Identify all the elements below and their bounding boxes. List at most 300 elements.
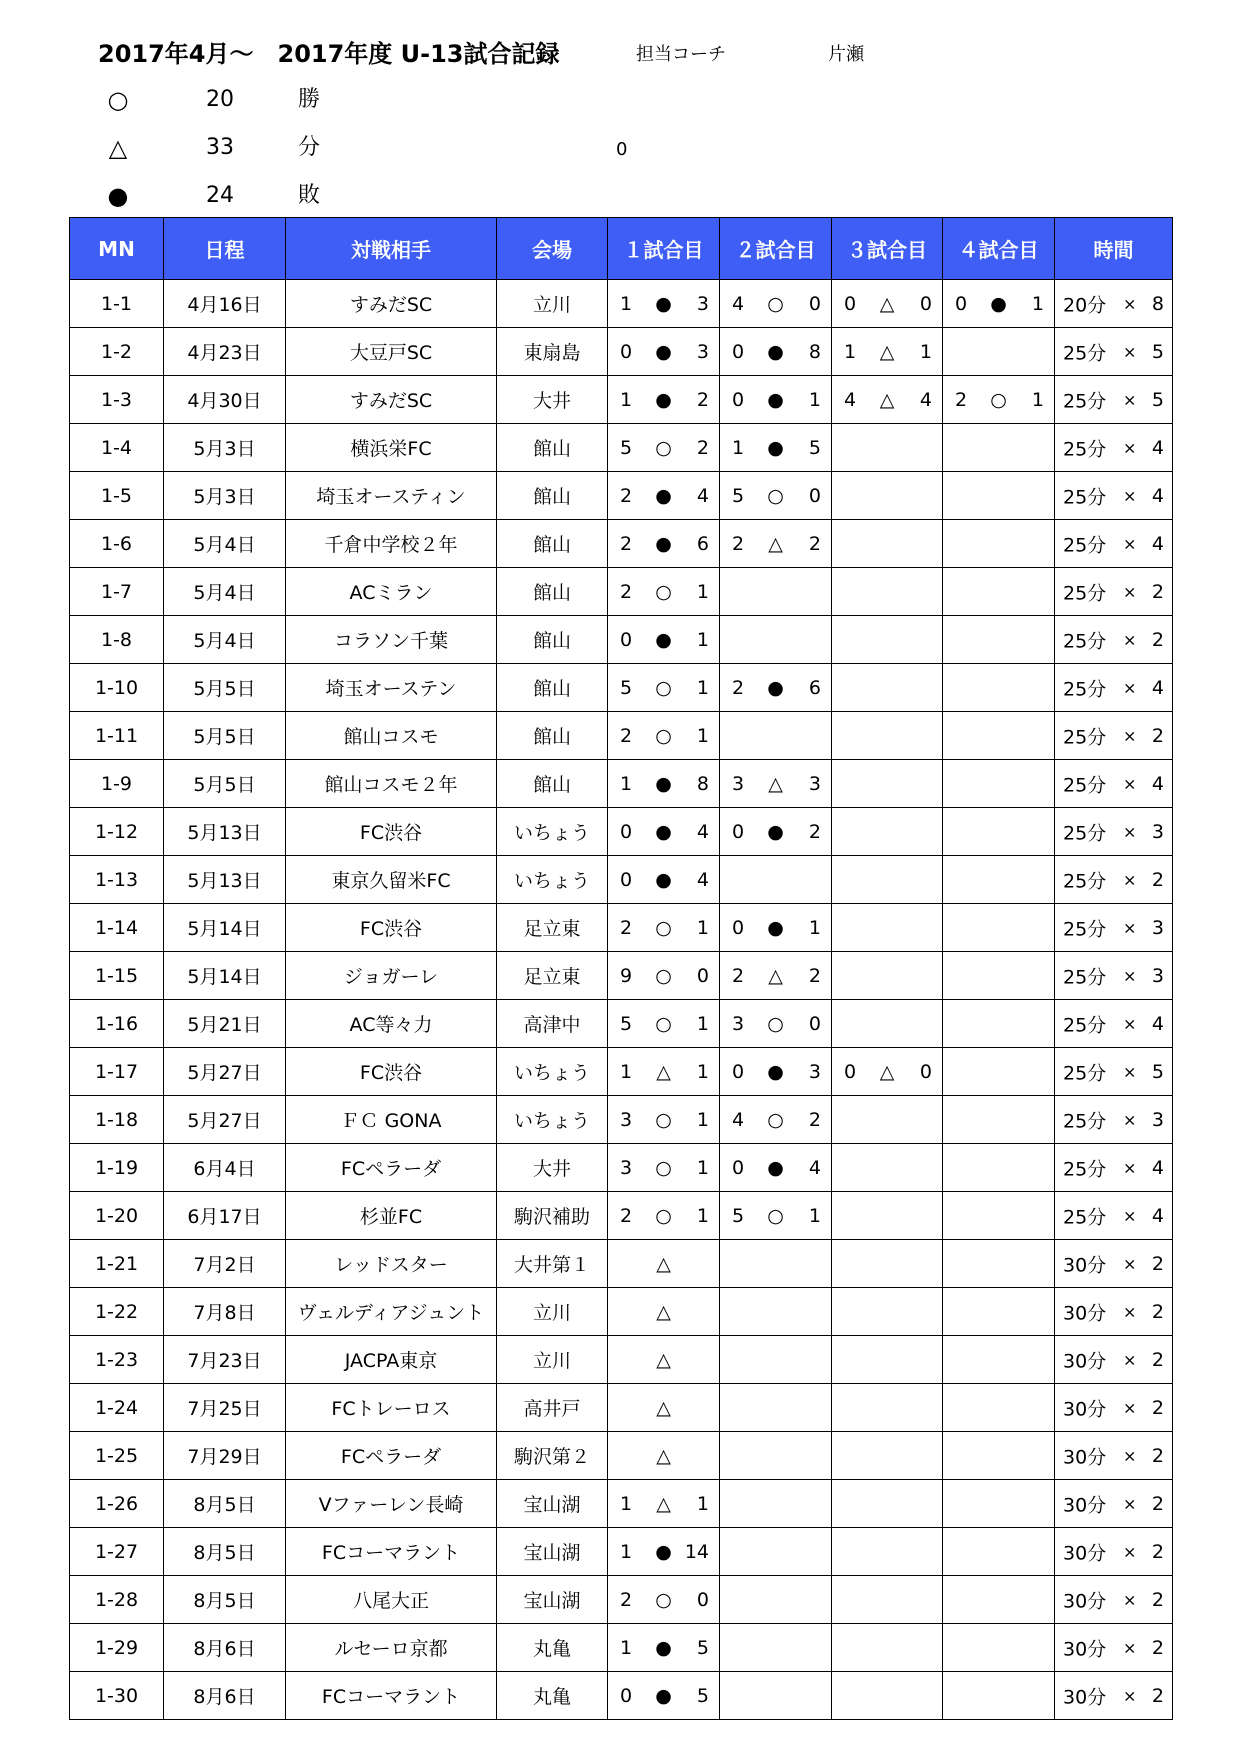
score-opponent: 0	[808, 484, 821, 507]
score-own: 0	[620, 868, 633, 891]
time-periods: 3	[1151, 820, 1164, 843]
score-opponent: 8	[808, 340, 821, 363]
cell-game-3	[832, 1240, 943, 1288]
cell-game-1	[608, 1576, 720, 1624]
draw-mark-icon: △	[108, 134, 128, 162]
cell-mn: 1-22	[70, 1288, 164, 1336]
cell-mn: 1-14	[70, 904, 164, 952]
document-header	[98, 32, 1098, 68]
score-own: 0	[732, 388, 745, 411]
cell-opponent: FCペラーダ	[286, 1432, 497, 1480]
score-opponent: 3	[696, 292, 709, 315]
score-own: 2	[620, 916, 633, 939]
time-periods: 4	[1151, 1156, 1164, 1179]
cell-game-4	[943, 1048, 1055, 1096]
cell-game-3	[832, 856, 943, 904]
time-minutes: 25分	[1063, 1206, 1107, 1228]
cell-game-2	[720, 712, 832, 760]
cell-date: 5月5日	[164, 760, 286, 808]
cell-game-1	[608, 760, 720, 808]
result-mark-icon: ●	[655, 532, 672, 555]
time-periods: 2	[1151, 1636, 1164, 1659]
cell-game-1	[608, 1384, 720, 1432]
cell-time	[1055, 1480, 1173, 1528]
score-opponent: 3	[696, 340, 709, 363]
score-own: 1	[620, 388, 633, 411]
cell-game-4	[943, 328, 1055, 376]
summary-draws	[98, 128, 698, 168]
cell-game-4	[943, 472, 1055, 520]
table-row	[70, 856, 1173, 904]
cell-game-1	[608, 808, 720, 856]
cell-mn: 1-24	[70, 1384, 164, 1432]
result-mark-icon: △	[879, 340, 895, 363]
cell-game-3	[832, 712, 943, 760]
times-sign: ×	[1123, 1350, 1137, 1369]
time-periods: 5	[1151, 388, 1164, 411]
score-own: 0	[732, 916, 745, 939]
cell-game-3	[832, 376, 943, 424]
times-sign: ×	[1123, 438, 1137, 457]
cell-opponent: AC等々力	[286, 1000, 497, 1048]
score-opponent: 2	[696, 436, 709, 459]
cell-game-1	[608, 280, 720, 328]
score-opponent: 8	[696, 772, 709, 795]
score-own: 0	[620, 1684, 633, 1707]
cell-date: 5月13日	[164, 856, 286, 904]
cell-venue: 館山	[497, 568, 608, 616]
table-row	[70, 472, 1173, 520]
cell-game-3	[832, 520, 943, 568]
table-row	[70, 1336, 1173, 1384]
result-mark-icon: ●	[655, 820, 672, 843]
score-opponent: 1	[808, 1204, 821, 1227]
cell-venue: 立川	[497, 1288, 608, 1336]
cell-opponent: コラソン千葉	[286, 616, 497, 664]
cell-date: 6月17日	[164, 1192, 286, 1240]
score-opponent: 1	[696, 628, 709, 651]
result-mark-icon: ○	[655, 916, 672, 939]
score-opponent: 1	[808, 916, 821, 939]
table-row	[70, 1528, 1173, 1576]
cell-mn: 1-20	[70, 1192, 164, 1240]
cell-time	[1055, 1192, 1173, 1240]
cell-date: 5月14日	[164, 904, 286, 952]
times-sign: ×	[1123, 1638, 1137, 1657]
cell-time	[1055, 1288, 1173, 1336]
time-periods: 4	[1151, 436, 1164, 459]
cell-time	[1055, 904, 1173, 952]
cell-game-2	[720, 1096, 832, 1144]
cell-time	[1055, 1048, 1173, 1096]
page-title: 2017年4月～ 2017年度 U-13試合記録	[98, 40, 560, 68]
score-opponent: 1	[696, 916, 709, 939]
cell-date: 7月29日	[164, 1432, 286, 1480]
cell-time	[1055, 712, 1173, 760]
cell-opponent: ジョガーレ	[286, 952, 497, 1000]
cell-game-3	[832, 1576, 943, 1624]
score-opponent: 0	[696, 1588, 709, 1611]
cell-game-4	[943, 424, 1055, 472]
match-records-table	[69, 217, 1173, 1720]
score-own: 2	[732, 964, 745, 987]
cell-mn: 1-11	[70, 712, 164, 760]
cell-game-2	[720, 856, 832, 904]
cell-mn: 1-13	[70, 856, 164, 904]
cell-opponent: FCコーマラント	[286, 1528, 497, 1576]
summary-wins	[98, 80, 698, 120]
cell-opponent: レッドスター	[286, 1240, 497, 1288]
cell-game-4	[943, 1192, 1055, 1240]
result-mark-icon: ●	[767, 676, 784, 699]
cell-venue: 館山	[497, 664, 608, 712]
cell-date: 5月5日	[164, 712, 286, 760]
time-minutes: 25分	[1063, 390, 1107, 412]
score-opponent: 5	[696, 1684, 709, 1707]
cell-venue: 足立東	[497, 904, 608, 952]
result-mark-icon: ○	[767, 292, 784, 315]
times-sign: ×	[1123, 822, 1137, 841]
cell-time	[1055, 616, 1173, 664]
cell-game-4	[943, 1336, 1055, 1384]
time-periods: 4	[1151, 772, 1164, 795]
score-opponent: 1	[696, 1012, 709, 1035]
coach-label: 担当コーチ	[636, 44, 726, 65]
table-row	[70, 808, 1173, 856]
cell-game-2	[720, 1000, 832, 1048]
result-mark-icon: ●	[767, 916, 784, 939]
cell-mn: 1-28	[70, 1576, 164, 1624]
cell-opponent: 大豆戸SC	[286, 328, 497, 376]
time-minutes: 25分	[1063, 1014, 1107, 1036]
cell-date: 6月4日	[164, 1144, 286, 1192]
table-row	[70, 568, 1173, 616]
cell-date: 5月27日	[164, 1096, 286, 1144]
cell-opponent: FCコーマラント	[286, 1672, 497, 1720]
cell-mn: 1-16	[70, 1000, 164, 1048]
table-row	[70, 616, 1173, 664]
cell-venue: いちょう	[497, 808, 608, 856]
time-periods: 2	[1151, 1588, 1164, 1611]
result-mark-icon: ○	[655, 1588, 672, 1611]
score-own: 0	[732, 820, 745, 843]
cell-time	[1055, 1144, 1173, 1192]
cell-venue: 高井戸	[497, 1384, 608, 1432]
cell-date: 5月27日	[164, 1048, 286, 1096]
score-own: 4	[732, 292, 745, 315]
cell-game-4	[943, 952, 1055, 1000]
result-mark-icon: △	[656, 1444, 671, 1467]
result-mark-icon: ○	[655, 676, 672, 699]
time-minutes: 30分	[1063, 1350, 1107, 1372]
cell-game-1	[608, 1000, 720, 1048]
cell-game-3	[832, 1048, 943, 1096]
result-mark-icon: ●	[767, 1060, 784, 1083]
cell-game-4	[943, 1480, 1055, 1528]
result-mark-icon: ○	[767, 1108, 784, 1131]
time-periods: 4	[1151, 484, 1164, 507]
cell-venue: 宝山湖	[497, 1528, 608, 1576]
time-minutes: 25分	[1063, 534, 1107, 556]
cell-game-3	[832, 424, 943, 472]
time-minutes: 25分	[1063, 822, 1107, 844]
cell-date: 8月5日	[164, 1576, 286, 1624]
cell-venue: 東扇島	[497, 328, 608, 376]
cell-venue: 館山	[497, 616, 608, 664]
time-periods: 3	[1151, 916, 1164, 939]
time-minutes: 25分	[1063, 582, 1107, 604]
score-own: 0	[620, 628, 633, 651]
time-periods: 2	[1151, 1252, 1164, 1275]
cell-venue: 館山	[497, 424, 608, 472]
result-mark-icon: ○	[767, 1012, 784, 1035]
cell-venue: 大井	[497, 1144, 608, 1192]
score-opponent: 4	[696, 868, 709, 891]
times-sign: ×	[1123, 390, 1137, 409]
cell-game-1	[608, 664, 720, 712]
score-own: 2	[620, 484, 633, 507]
cell-mn: 1-9	[70, 760, 164, 808]
cell-game-4	[943, 1240, 1055, 1288]
cell-game-1	[608, 1624, 720, 1672]
score-opponent: 2	[808, 1108, 821, 1131]
cell-mn: 1-4	[70, 424, 164, 472]
time-periods: 2	[1151, 1540, 1164, 1563]
score-opponent: 2	[696, 388, 709, 411]
table-header-row	[70, 218, 1173, 280]
cell-mn: 1-27	[70, 1528, 164, 1576]
times-sign: ×	[1123, 870, 1137, 889]
cell-time	[1055, 1384, 1173, 1432]
cell-game-4	[943, 568, 1055, 616]
score-own: 0	[732, 1156, 745, 1179]
cell-game-4	[943, 616, 1055, 664]
result-mark-icon: ●	[655, 628, 672, 651]
cell-game-3	[832, 808, 943, 856]
cell-game-3	[832, 1288, 943, 1336]
cell-game-3	[832, 1336, 943, 1384]
score-opponent: 14	[684, 1540, 709, 1563]
result-mark-icon: ●	[655, 484, 672, 507]
cell-venue: 立川	[497, 1336, 608, 1384]
cell-time	[1055, 760, 1173, 808]
cell-game-3	[832, 1192, 943, 1240]
cell-game-2	[720, 952, 832, 1000]
cell-opponent: FC渋谷	[286, 808, 497, 856]
cell-opponent: JACPA東京	[286, 1336, 497, 1384]
cell-game-3	[832, 1384, 943, 1432]
time-minutes: 30分	[1063, 1686, 1107, 1708]
cell-game-3	[832, 1528, 943, 1576]
cell-time	[1055, 328, 1173, 376]
cell-time	[1055, 376, 1173, 424]
table-row	[70, 664, 1173, 712]
time-periods: 2	[1151, 1684, 1164, 1707]
score-opponent: 0	[808, 1012, 821, 1035]
time-minutes: 30分	[1063, 1494, 1107, 1516]
time-minutes: 30分	[1063, 1542, 1107, 1564]
time-minutes: 25分	[1063, 1062, 1107, 1084]
cell-time	[1055, 1240, 1173, 1288]
score-opponent: 4	[696, 484, 709, 507]
cell-game-2	[720, 568, 832, 616]
cell-game-1	[608, 376, 720, 424]
cell-game-4	[943, 664, 1055, 712]
cell-game-4	[943, 904, 1055, 952]
table-row	[70, 1384, 1173, 1432]
result-mark-icon: ●	[655, 868, 672, 891]
cell-opponent: FCペラーダ	[286, 1144, 497, 1192]
cell-mn: 1-25	[70, 1432, 164, 1480]
cell-venue: 駒沢第２	[497, 1432, 608, 1480]
time-minutes: 25分	[1063, 678, 1107, 700]
cell-game-2	[720, 808, 832, 856]
cell-game-2	[720, 1576, 832, 1624]
time-periods: 4	[1151, 676, 1164, 699]
table-row	[70, 1672, 1173, 1720]
time-minutes: 25分	[1063, 342, 1107, 364]
score-own: 0	[732, 1060, 745, 1083]
score-own: 2	[955, 388, 968, 411]
time-minutes: 20分	[1063, 294, 1107, 316]
times-sign: ×	[1123, 1686, 1137, 1705]
cell-venue: 丸亀	[497, 1624, 608, 1672]
cell-time	[1055, 952, 1173, 1000]
cell-game-4	[943, 376, 1055, 424]
table-body	[70, 280, 1173, 1720]
score-own: 1	[620, 1060, 633, 1083]
time-periods: 2	[1151, 628, 1164, 651]
cell-game-2	[720, 904, 832, 952]
score-opponent: 1	[1031, 292, 1044, 315]
time-periods: 2	[1151, 1300, 1164, 1323]
time-minutes: 25分	[1063, 726, 1107, 748]
score-opponent: 5	[696, 1636, 709, 1659]
cell-opponent: ルセーロ京都	[286, 1624, 497, 1672]
result-mark-icon: △	[768, 772, 783, 795]
table-row	[70, 280, 1173, 328]
score-opponent: 4	[808, 1156, 821, 1179]
score-opponent: 2	[808, 532, 821, 555]
score-opponent: 0	[919, 292, 932, 315]
cell-date: 5月4日	[164, 568, 286, 616]
times-sign: ×	[1123, 1542, 1137, 1561]
score-own: 2	[620, 532, 633, 555]
cell-time	[1055, 520, 1173, 568]
cell-time	[1055, 280, 1173, 328]
cell-time	[1055, 664, 1173, 712]
cell-date: 5月21日	[164, 1000, 286, 1048]
summary-losses	[98, 176, 698, 216]
cell-game-1	[608, 1096, 720, 1144]
result-mark-icon: ●	[655, 388, 672, 411]
score-own: 1	[732, 436, 745, 459]
times-sign: ×	[1123, 486, 1137, 505]
cell-time	[1055, 1096, 1173, 1144]
cell-opponent: ヴェルディアジュント	[286, 1288, 497, 1336]
result-mark-icon: ○	[655, 580, 672, 603]
draw-count: 33	[206, 135, 234, 160]
times-sign: ×	[1123, 918, 1137, 937]
times-sign: ×	[1123, 534, 1137, 553]
score-opponent: 1	[808, 388, 821, 411]
cell-game-1	[608, 1240, 720, 1288]
header-game-1: １試合目	[608, 218, 720, 280]
table-row	[70, 1432, 1173, 1480]
score-own: 0	[844, 1060, 857, 1083]
cell-game-2	[720, 1432, 832, 1480]
time-periods: 2	[1151, 1396, 1164, 1419]
cell-game-4	[943, 1624, 1055, 1672]
cell-opponent: すみだSC	[286, 376, 497, 424]
score-opponent: 0	[696, 964, 709, 987]
cell-game-4	[943, 1096, 1055, 1144]
cell-opponent: ACミラン	[286, 568, 497, 616]
score-own: 2	[620, 1204, 633, 1227]
score-opponent: 4	[919, 388, 932, 411]
cell-game-3	[832, 952, 943, 1000]
header-time: 時間	[1055, 218, 1173, 280]
score-own: 4	[844, 388, 857, 411]
cell-time	[1055, 1672, 1173, 1720]
cell-game-1	[608, 712, 720, 760]
cell-game-2	[720, 760, 832, 808]
time-periods: 2	[1151, 580, 1164, 603]
cell-mn: 1-5	[70, 472, 164, 520]
cell-game-2	[720, 376, 832, 424]
result-mark-icon: △	[656, 1300, 671, 1323]
cell-game-2	[720, 616, 832, 664]
cell-opponent: 館山コスモ	[286, 712, 497, 760]
result-mark-icon: ●	[655, 1684, 672, 1707]
cell-game-3	[832, 1432, 943, 1480]
loss-mark-icon: ●	[107, 182, 129, 210]
cell-game-2	[720, 1336, 832, 1384]
header-mn: MN	[70, 218, 164, 280]
times-sign: ×	[1123, 1398, 1137, 1417]
cell-game-2	[720, 280, 832, 328]
cell-game-1	[608, 472, 720, 520]
time-minutes: 25分	[1063, 1158, 1107, 1180]
cell-game-2	[720, 1480, 832, 1528]
score-opponent: 6	[696, 532, 709, 555]
cell-game-4	[943, 1144, 1055, 1192]
score-own: 2	[620, 580, 633, 603]
score-own: 5	[620, 676, 633, 699]
cell-venue: 立川	[497, 280, 608, 328]
result-mark-icon: △	[656, 1252, 671, 1275]
score-own: 5	[732, 1204, 745, 1227]
time-periods: 4	[1151, 1204, 1164, 1227]
cell-game-4	[943, 712, 1055, 760]
result-mark-icon: ●	[655, 772, 672, 795]
time-minutes: 25分	[1063, 774, 1107, 796]
cell-game-4	[943, 1576, 1055, 1624]
cell-date: 7月2日	[164, 1240, 286, 1288]
cell-game-4	[943, 1528, 1055, 1576]
times-sign: ×	[1123, 1062, 1137, 1081]
score-own: 2	[620, 1588, 633, 1611]
cell-game-2	[720, 328, 832, 376]
cell-mn: 1-15	[70, 952, 164, 1000]
times-sign: ×	[1123, 678, 1137, 697]
cell-game-4	[943, 808, 1055, 856]
cell-game-1	[608, 1288, 720, 1336]
cell-time	[1055, 808, 1173, 856]
cell-mn: 1-21	[70, 1240, 164, 1288]
score-own: 2	[732, 532, 745, 555]
cell-date: 5月5日	[164, 664, 286, 712]
